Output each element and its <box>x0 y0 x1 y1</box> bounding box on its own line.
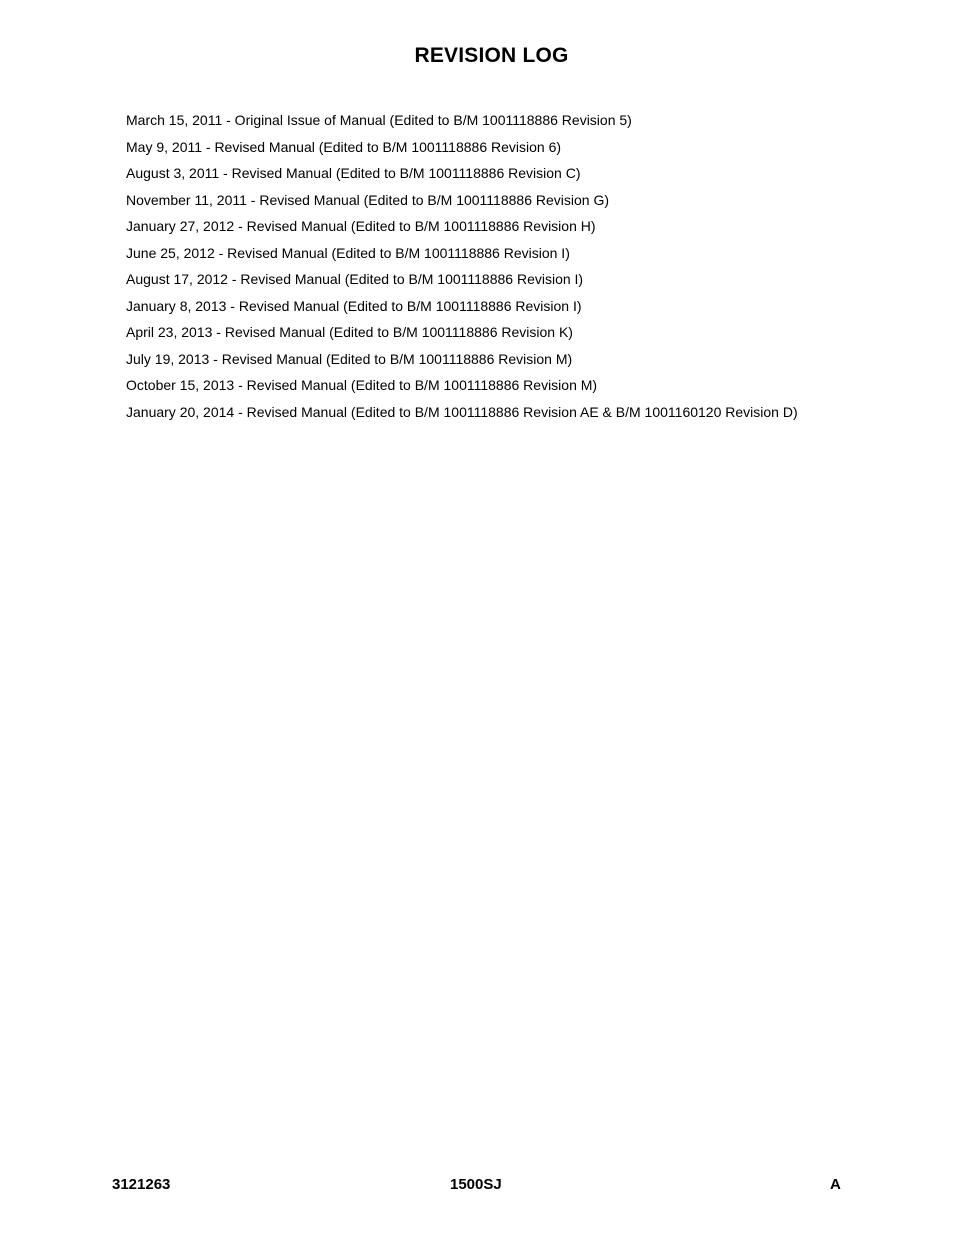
revision-entry: August 17, 2012 - Revised Manual (Edited to B/M 1001118886 Revision I) <box>126 271 584 287</box>
revision-entry: January 27, 2012 - Revised Manual (Edited to B/M 1001118886 Revision H) <box>126 218 596 234</box>
page-title: REVISION LOG <box>414 44 569 67</box>
revision-entry: October 15, 2013 - Revised Manual (Edited to B/M 1001118886 Revision M) <box>126 377 598 393</box>
model-name: 1500SJ <box>450 1176 502 1193</box>
revision-entry: March 15, 2011 - Original Issue of Manual (Edited to B/M 1001118886 Revision 5) <box>126 112 632 128</box>
revision-entry: July 19, 2013 - Revised Manual (Edited to B/M 1001118886 Revision M) <box>126 350 573 367</box>
revision-entry: April 23, 2013 - Revised Manual (Edited to B/M 1001118886 Revision K) <box>126 324 573 340</box>
revision-list <box>126 107 798 425</box>
revision-entry: June 25, 2012 - Revised Manual (Edited to B/M 1001118886 Revision I) <box>126 244 570 261</box>
page-number: A <box>830 1176 841 1193</box>
revision-entry: November 11, 2011 - Revised Manual (Edited to B/M 1001118886 Revision G) <box>126 191 609 208</box>
revision-entry: August 3, 2011 - Revised Manual (Edited to B/M 1001118886 Revision C) <box>126 165 581 181</box>
revision-entry: January 8, 2013 - Revised Manual (Edited to B/M 1001118886 Revision I) <box>126 297 582 314</box>
revision-entry: January 20, 2014 - Revised Manual (Edited to B/M 1001118886 Revision AE & B/M 1001160120 Revision D) <box>126 403 798 420</box>
page-footer <box>0 1176 954 1196</box>
document-number: 3121263 <box>112 1176 171 1193</box>
revision-entry: May 9, 2011 - Revised Manual (Edited to B/M 1001118886 Revision 6) <box>126 138 562 155</box>
